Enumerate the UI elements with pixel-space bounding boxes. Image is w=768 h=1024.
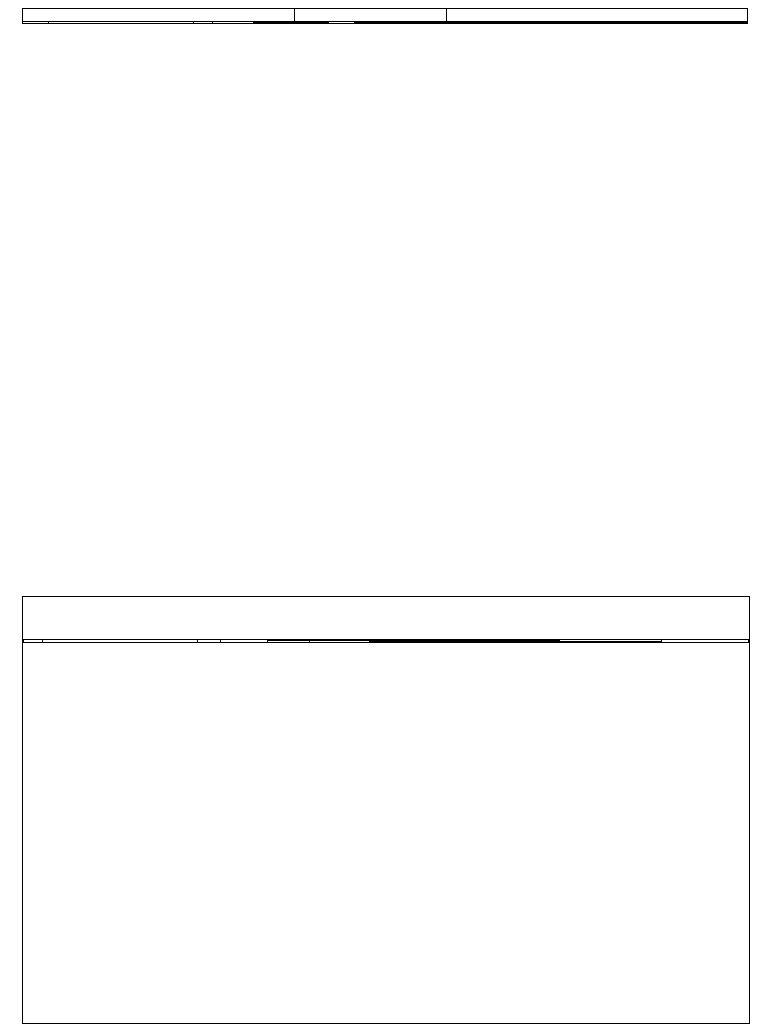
sheet2-table: [23, 639, 749, 643]
sheet1-header: [22, 8, 748, 24]
balance-harga-sheet: [22, 8, 748, 26]
col-tambah: [446, 23, 535, 24]
s2-col-no: [24, 640, 43, 643]
s2-col-justif: [661, 640, 748, 643]
s2-col-jumlah1: [309, 641, 369, 643]
s2-col-jumlah2: [411, 642, 465, 643]
col-no: [23, 22, 49, 24]
col-kurang: [535, 23, 624, 24]
col-uraian: [49, 22, 194, 24]
page-title: [295, 9, 447, 22]
s2-col-vol3: [465, 642, 506, 643]
col-vol: [355, 23, 418, 24]
s2-col-vol2: [369, 642, 410, 643]
col-jumlah: [417, 23, 446, 24]
s2-col-uraian: [42, 640, 197, 643]
status-block: [46, 446, 296, 460]
signature-konsultan: [326, 468, 446, 505]
sheet2-title: [23, 597, 749, 617]
s2-col-harga: [220, 640, 268, 643]
s2-col-vol4: [560, 642, 601, 643]
s2-col-jumlah4: [601, 642, 661, 643]
s2-col-vol1: [268, 641, 309, 643]
col-penawaran: [254, 23, 329, 24]
ministry-block: [23, 9, 295, 22]
col-sat: [193, 22, 212, 24]
col-kontrak-nego: [328, 22, 354, 24]
signature-kontraktor: [570, 468, 690, 491]
s2-col-sat: [197, 640, 220, 643]
col-owner: [213, 22, 254, 24]
signature-ppk: [60, 468, 180, 498]
col-justif: [625, 23, 748, 24]
sheet2-meta: [23, 617, 749, 639]
project-info: [446, 9, 747, 22]
s2-col-jumlah3: [506, 642, 560, 643]
tambah-kurang-sheet: [22, 596, 750, 1024]
